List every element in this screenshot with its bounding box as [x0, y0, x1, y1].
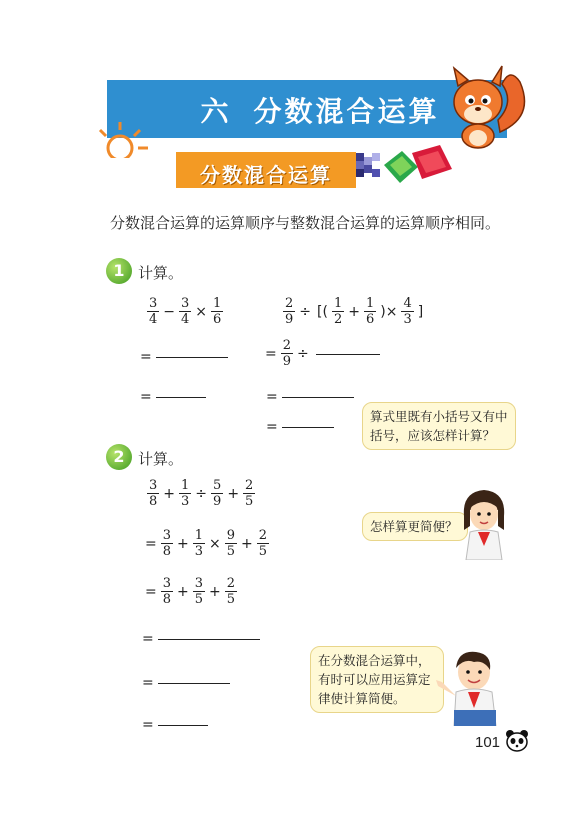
- denominator: 5: [226, 592, 236, 607]
- denominator: 6: [213, 312, 222, 327]
- squirrel-mascot-icon: [440, 62, 530, 152]
- denominator: 3: [181, 494, 190, 509]
- numerator: 3: [162, 576, 172, 591]
- operator: +: [177, 535, 189, 552]
- answer-blank: [158, 724, 208, 726]
- denominator: 4: [181, 312, 190, 327]
- denominator: 9: [213, 494, 222, 509]
- exercise-2-label: 计算。: [138, 450, 184, 468]
- equals-sign: =: [142, 630, 154, 647]
- numerator: 3: [149, 478, 158, 493]
- operator: +: [227, 485, 240, 502]
- denominator: 4: [149, 312, 158, 327]
- operator: ÷: [195, 485, 208, 502]
- denominator: 9: [285, 312, 294, 327]
- fraction: [161, 528, 173, 559]
- equals-sign: =: [140, 348, 152, 365]
- numerator: 1: [194, 528, 204, 543]
- fraction: [161, 576, 173, 607]
- chapter-title: 分数混合运算: [253, 95, 440, 128]
- ex2-blank-line-2: [142, 672, 230, 691]
- answer-blank: [156, 356, 228, 358]
- ex1-right-step-1: [262, 338, 380, 369]
- equals-sign: =: [142, 674, 154, 691]
- ex1-left-step-1: [140, 346, 228, 365]
- fraction: [193, 528, 205, 559]
- boy-character-icon: [434, 646, 506, 726]
- fraction: [332, 296, 344, 327]
- fraction: [147, 478, 159, 509]
- answer-blank: [158, 682, 230, 684]
- numerator: 5: [213, 478, 222, 493]
- operator: −: [163, 303, 176, 320]
- sun-decoration-icon: [98, 108, 158, 158]
- equals-sign: =: [142, 716, 154, 733]
- numerator: 3: [194, 576, 204, 591]
- equals-sign: =: [145, 583, 157, 600]
- operator: ]: [417, 303, 424, 320]
- numerator: 2: [285, 296, 294, 311]
- denominator: 2: [333, 312, 343, 327]
- equals-sign: =: [265, 345, 277, 362]
- numerator: 1: [333, 296, 343, 311]
- fraction: [257, 528, 269, 559]
- numerator: 9: [226, 528, 236, 543]
- fraction: [193, 576, 205, 607]
- numerator: 2: [245, 478, 254, 493]
- fraction: [179, 478, 191, 509]
- hint-bubble-laws: 在分数混合运算中，有时可以应用运算定律使计算简便。: [310, 646, 444, 713]
- ex2-blank-line-1: [142, 628, 260, 647]
- ex1-right-step-2: [266, 386, 354, 405]
- numerator: 1: [181, 478, 190, 493]
- ex2-line-2: [142, 528, 270, 559]
- operator: +: [177, 583, 189, 600]
- fraction: [364, 296, 376, 327]
- girl-character-icon: [456, 486, 512, 560]
- operator: +: [241, 535, 253, 552]
- numerator: 2: [258, 528, 268, 543]
- denominator: 3: [194, 544, 204, 559]
- answer-blank: [156, 396, 206, 398]
- answer-blank: [316, 353, 380, 355]
- numerator: 2: [282, 338, 292, 353]
- fraction: [281, 338, 293, 369]
- fraction: [211, 296, 223, 327]
- operator: ÷: [299, 303, 312, 320]
- equals-sign: =: [266, 388, 278, 405]
- operator: +: [163, 485, 176, 502]
- denominator: 8: [149, 494, 158, 509]
- denominator: 5: [245, 494, 254, 509]
- fraction: [147, 296, 159, 327]
- denominator: 8: [162, 592, 172, 607]
- fraction: [401, 296, 413, 327]
- ex1-right-step-1-expr: [262, 338, 312, 369]
- hint-bubble-brackets: 算式里既有小括号又有中括号，应该怎样计算？: [362, 402, 516, 450]
- ex2-blank-line-3: [142, 714, 208, 733]
- denominator: 5: [258, 544, 268, 559]
- intro-text: 分数混合运算的运算顺序与整数混合运算的运算顺序相同。: [110, 214, 501, 232]
- numerator: 1: [365, 296, 375, 311]
- answer-blank: [282, 396, 354, 398]
- ex1-right-step-3: [266, 416, 334, 435]
- fraction: [211, 478, 223, 509]
- fraction: [225, 576, 237, 607]
- numerator: 2: [226, 576, 236, 591]
- fraction: [243, 478, 255, 509]
- operator: ×: [209, 535, 221, 552]
- answer-blank: [158, 638, 260, 640]
- denominator: 3: [403, 312, 412, 327]
- equals-sign: =: [266, 418, 278, 435]
- numerator: 3: [162, 528, 172, 543]
- exercise-1-label: 计算。: [138, 264, 184, 282]
- numerator: 1: [213, 296, 222, 311]
- ex2-line-3: [142, 576, 238, 607]
- denominator: 9: [282, 354, 292, 369]
- numerator: 3: [149, 296, 158, 311]
- denominator: 5: [194, 592, 204, 607]
- page-number: 101: [475, 734, 501, 751]
- operator: ÷: [297, 345, 309, 362]
- exercise-2-badge: 2: [106, 444, 132, 470]
- denominator: 5: [226, 544, 236, 559]
- operator: +: [348, 303, 360, 320]
- panda-icon: [504, 728, 530, 754]
- numerator: 4: [403, 296, 412, 311]
- ex1-left-expression: [146, 296, 224, 327]
- ex1-left-step-2: [140, 386, 206, 405]
- hint-bubble-simplify: 怎样算更简便？: [362, 512, 468, 541]
- section-title: 分数混合运算: [200, 163, 332, 187]
- ex2-line-1: [146, 478, 256, 509]
- answer-blank: [282, 426, 334, 428]
- numerator: 3: [181, 296, 190, 311]
- fraction: [225, 528, 237, 559]
- mosaic-decoration-icon: [356, 145, 456, 195]
- ex1-right-expression: [282, 296, 426, 327]
- chapter-heading: [170, 90, 470, 130]
- denominator: 8: [162, 544, 172, 559]
- operator: [(: [317, 303, 328, 320]
- equals-sign: =: [145, 535, 157, 552]
- equals-sign: =: [140, 388, 152, 405]
- chapter-number: 六: [200, 95, 232, 128]
- operator: +: [209, 583, 221, 600]
- fraction: [283, 296, 295, 327]
- operator: )×: [380, 303, 398, 320]
- denominator: 6: [365, 312, 375, 327]
- operator: ×: [195, 303, 208, 320]
- exercise-1-badge: 1: [106, 258, 132, 284]
- fraction: [179, 296, 191, 327]
